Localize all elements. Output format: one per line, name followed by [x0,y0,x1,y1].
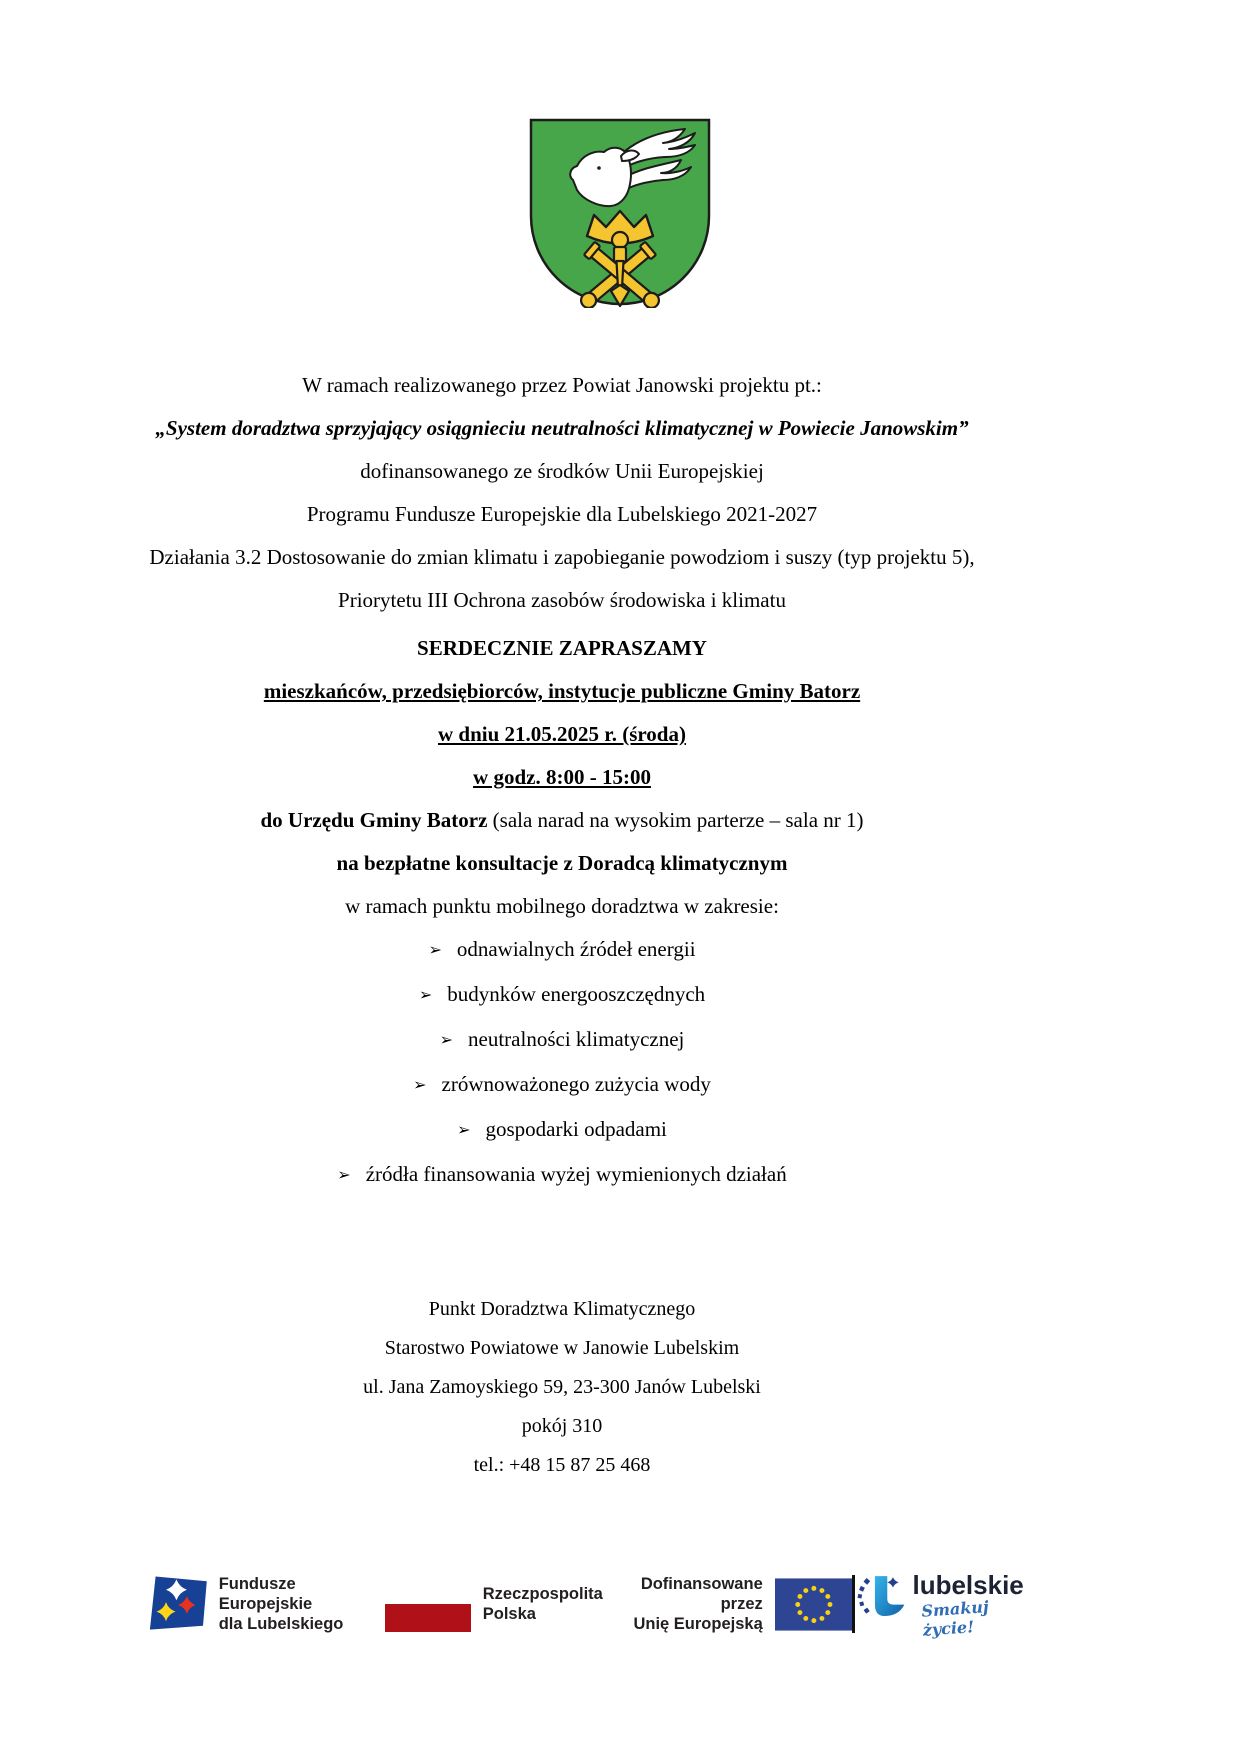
topic-label: gospodarki odpadami [485,1117,667,1141]
invitation-place [14,809,1110,831]
eu-funds-flag-icon [148,1574,209,1634]
eu-funds-logo [148,1574,385,1634]
lubelskie-tagline: Smakuj życie! [921,1597,990,1640]
topic-label: budynków energooszczędnych [447,982,706,1006]
arrow-bullet-icon: ➢ [337,1165,351,1184]
invitation-purpose: na bezpłatne konsultacje z Doradcą klimatycznym [336,851,788,875]
document-body [0,308,1240,1476]
intro-line-3: dofinansowanego ze środków Unii Europejskiej [360,459,764,483]
eu-funds-label [219,1574,385,1634]
invitation-heading: SERDECZNIE ZAPRASZAMY [417,636,707,660]
arrow-bullet-icon: ➢ [418,985,433,1004]
invitation-scope-intro: w ramach punktu mobilnego doradztwa w zakresie: [345,894,779,918]
list-item [14,1118,1110,1142]
contact-block [14,1299,1110,1476]
list-item [14,1073,1110,1097]
intro-line-5: Działania 3.2 Dostosowanie do zmian klimatu i zapobieganie powodziom i suszy (typ projektu 5), [149,545,975,569]
topics-list [14,938,1110,1187]
eu-cofinanced-label-line1: Dofinansowane przez [640,1575,763,1613]
contact-room: pokój 310 [521,1415,603,1437]
lubelskie-wordmark [912,1570,1040,1640]
contact-phone: tel.: +48 15 87 25 468 [473,1454,651,1476]
poland-logo [385,1576,603,1632]
contact-address: ul. Jana Zamoyskiego 59, 23-300 Janów Lubelski [363,1376,761,1398]
arrow-bullet-icon: ➢ [457,1120,471,1139]
invitation-place-rest: (sala narad na wysokim parterze – sala nr 1) [487,808,864,832]
list-item [14,1028,1110,1052]
list-item [14,983,1110,1007]
arrow-bullet-icon: ➢ [439,1030,454,1049]
eu-cofinanced-logo [603,1574,853,1634]
arrow-bullet-icon: ➢ [413,1075,427,1094]
list-item [14,938,1110,962]
eu-funds-label-line2: dla Lubelskiego [218,1615,344,1633]
lubelskie-logo [855,1570,1040,1640]
contact-institution: Starostwo Powiatowe w Janowie Lubelskim [384,1337,740,1359]
eu-cofinanced-label-line2: Unię Europejską [633,1615,763,1633]
invitation-place-bold: do Urzędu Gminy Batorz [260,808,488,832]
poland-label-line1: Rzeczpospolita [482,1585,603,1603]
list-item [14,1163,1110,1187]
eu-flag-icon [775,1577,853,1632]
topic-label: neutralności klimatycznej [468,1027,685,1051]
arrow-bullet-icon: ➢ [428,940,442,959]
poland-label-line2: Polska [482,1605,536,1623]
lubelskie-name: lubelskie [912,1570,1024,1600]
invitation-hours: w godz. 8:00 - 15:00 [473,765,651,789]
topic-label: źródła finansowania wyżej wymienionych działań [365,1162,787,1186]
eu-funds-label-line1: Fundusze Europejskie [218,1575,313,1613]
contact-name: Punkt Doradztwa Klimatycznego [428,1298,696,1320]
intro-line-1: W ramach realizowanego przez Powiat Janowski projektu pt.: [302,373,822,397]
intro-line-4: Programu Fundusze Europejskie dla Lubelskiego 2021-2027 [306,502,818,526]
lubelskie-l-icon [855,1572,908,1624]
eu-cofinanced-label [603,1574,763,1634]
batorz-crest-icon [527,116,713,308]
coat-of-arms [0,0,1240,308]
topic-label: odnawialnych źródeł energii [456,937,696,961]
poland-label [483,1584,603,1624]
invitation-date: w dniu 21.05.2025 r. (środa) [438,722,686,746]
intro-line-6: Priorytetu III Ochrona zasobów środowiska i klimatu [338,588,786,612]
poland-flag-icon [385,1576,471,1632]
topic-label: zrównoważonego zużycia wody [441,1072,711,1096]
footer-logos [148,1570,1040,1640]
project-title: „System doradztwa sprzyjający osiągnieciu neutralności klimatycznej w Powiecie Janowskim” [155,416,969,440]
invitation-audience: mieszkańców, przedsiębiorców, instytucje publiczne Gminy Batorz [263,679,861,703]
